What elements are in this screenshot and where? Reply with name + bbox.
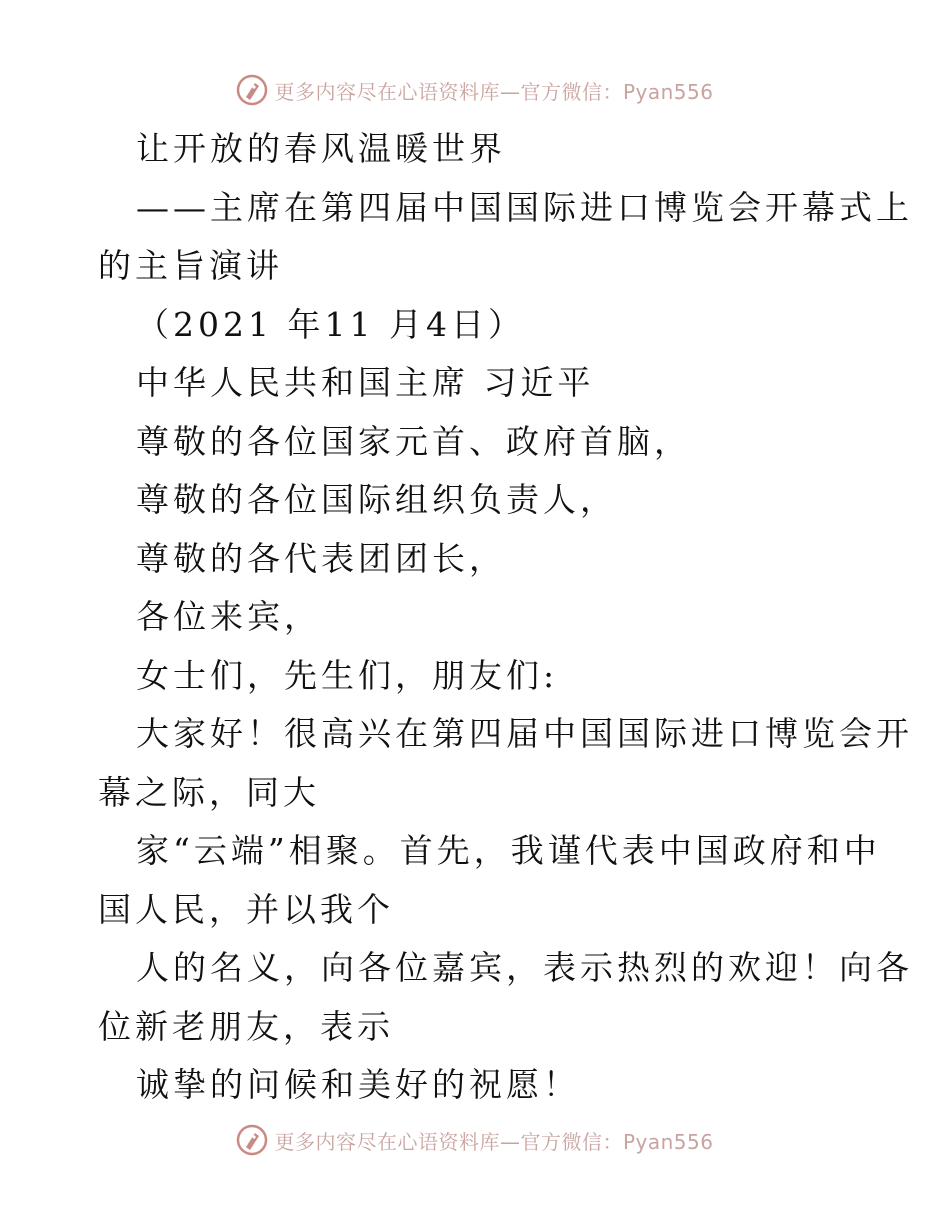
pen-nib-circle-icon xyxy=(236,1124,268,1156)
doc-date: （2021 年11 月4日） xyxy=(136,304,525,344)
watermark-banner-bottom xyxy=(0,1120,950,1160)
salutation-line: 各位来宾， xyxy=(136,597,321,636)
document-body xyxy=(98,120,913,1115)
doc-subtitle-line-1: ——主席在第四届中国国际进口博览会开幕式上 xyxy=(136,187,913,227)
watermark-text: 更多内容尽在心语资料库—官方微信：Pyan556 xyxy=(274,1129,714,1154)
pen-nib-circle-icon xyxy=(236,74,268,106)
doc-speaker: 中华人民共和国主席 习近平 xyxy=(136,363,595,402)
paragraph-line: 幕之际，同大 xyxy=(98,772,320,812)
watermark-text: 更多内容尽在心语资料库—官方微信：Pyan556 xyxy=(274,79,714,104)
doc-subtitle-line-2: 的主旨演讲 xyxy=(98,246,283,285)
paragraph-line: 诚挚的问候和美好的祝愿！ xyxy=(136,1065,580,1104)
salutation-line: 尊敬的各位国际组织负责人， xyxy=(136,480,617,519)
paragraph-line: 家“云端”相聚。首先，我谨代表中国政府和中 xyxy=(136,831,881,870)
paragraph-line: 大家好！很高兴在第四届中国国际进口博览会开 xyxy=(136,714,913,753)
paragraph-line: 人的名义，向各位嘉宾，表示热烈的欢迎！向各 xyxy=(136,948,913,987)
salutation-line: 尊敬的各位国家元首、政府首脑， xyxy=(136,421,691,461)
watermark-banner-top xyxy=(0,70,950,110)
paragraph-line: 位新老朋友，表示 xyxy=(98,1006,394,1046)
salutation-line: 女士们，先生们，朋友们: xyxy=(136,655,559,695)
paragraph-line: 国人民，并以我个 xyxy=(98,889,394,929)
salutation-line: 尊敬的各代表团团长， xyxy=(136,538,506,578)
doc-title: 让开放的春风温暖世界 xyxy=(136,129,506,168)
